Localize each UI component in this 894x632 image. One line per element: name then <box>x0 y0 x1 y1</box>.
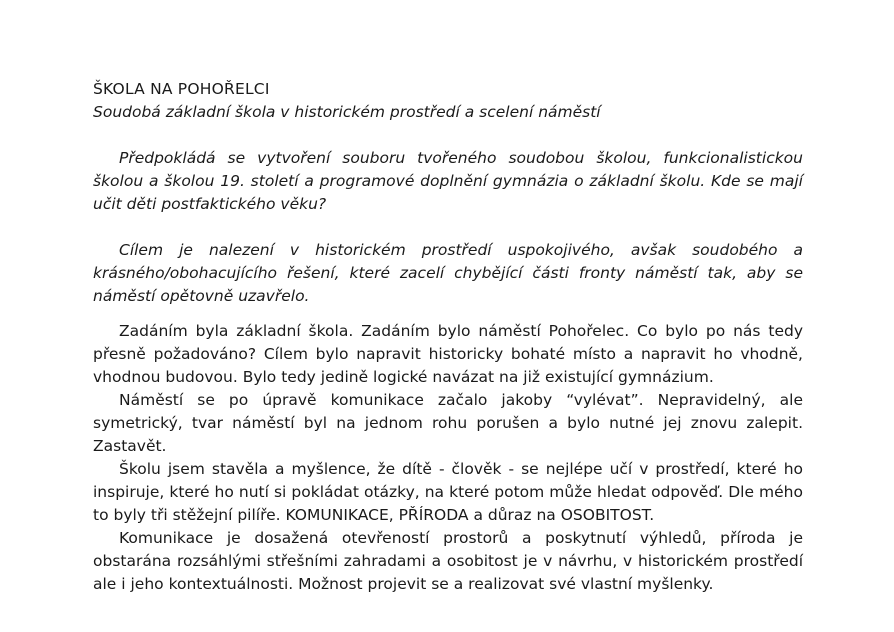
intro-paragraph: Předpokládá se vytvoření souboru tvořeného soudobou školou, funkcionalistickou školou a školou 19. století a programové doplnění gymnázia o základní školu. Kde se mají učit děti postfaktického věku? <box>93 149 803 213</box>
body-paragraph-communication: Komunikace je dosažená otevřeností prostorů a poskytnutí výhledů, příroda je obstarána rozsáhlými střešními zahradami a osobitost je v návrhu, v historickém prostředí ale i jeho kontextuálnosti. Možnost projevit se a realizovat své vlastní myšlenky. <box>93 529 803 593</box>
document-title: ŠKOLA NA POHOŘELCI <box>93 80 270 98</box>
body-paragraph-square: Náměstí se po úpravě komunikace začalo jakoby “vylévat”. Nepravidelný, ale symetrický, tvar náměstí byl na jednom rohu porušen a bylo nutné jej znovu zalepit. Zastavět. <box>93 391 803 455</box>
body-paragraph-assignment: Zadáním byla základní škola. Zadáním bylo náměstí Pohořelec. Co bylo po nás tedy přesně požadováno? Cílem bylo napravit historicky bohaté místo a napravit ho vhodně, vhodnou budovou. Bylo tedy jedině logické navázat na již existující gymnázium. <box>93 322 803 386</box>
goal-paragraph: Cílem je nalezení v historickém prostředí uspokojivého, avšak soudobého a krásného/obohacujícího řešení, které zacelí chybějící části fronty náměstí tak, aby se náměstí opětovně uzavřelo. <box>93 241 803 305</box>
body-paragraph-school: Školu jsem stavěla a myšlence, že dítě - člověk - se nejlépe učí v prostředí, které ho inspiruje, které ho nutí si pokládat otázky, na které potom může hledat odpověď. Dle mého to byly tři stěžejní pilíře. KOMUNIKACE, PŘÍRODA a důraz na OSOBITOST. <box>93 460 803 524</box>
document-body <box>93 78 803 596</box>
document-subtitle: Soudobá základní škola v historickém prostředí a scelení náměstí <box>93 103 601 121</box>
